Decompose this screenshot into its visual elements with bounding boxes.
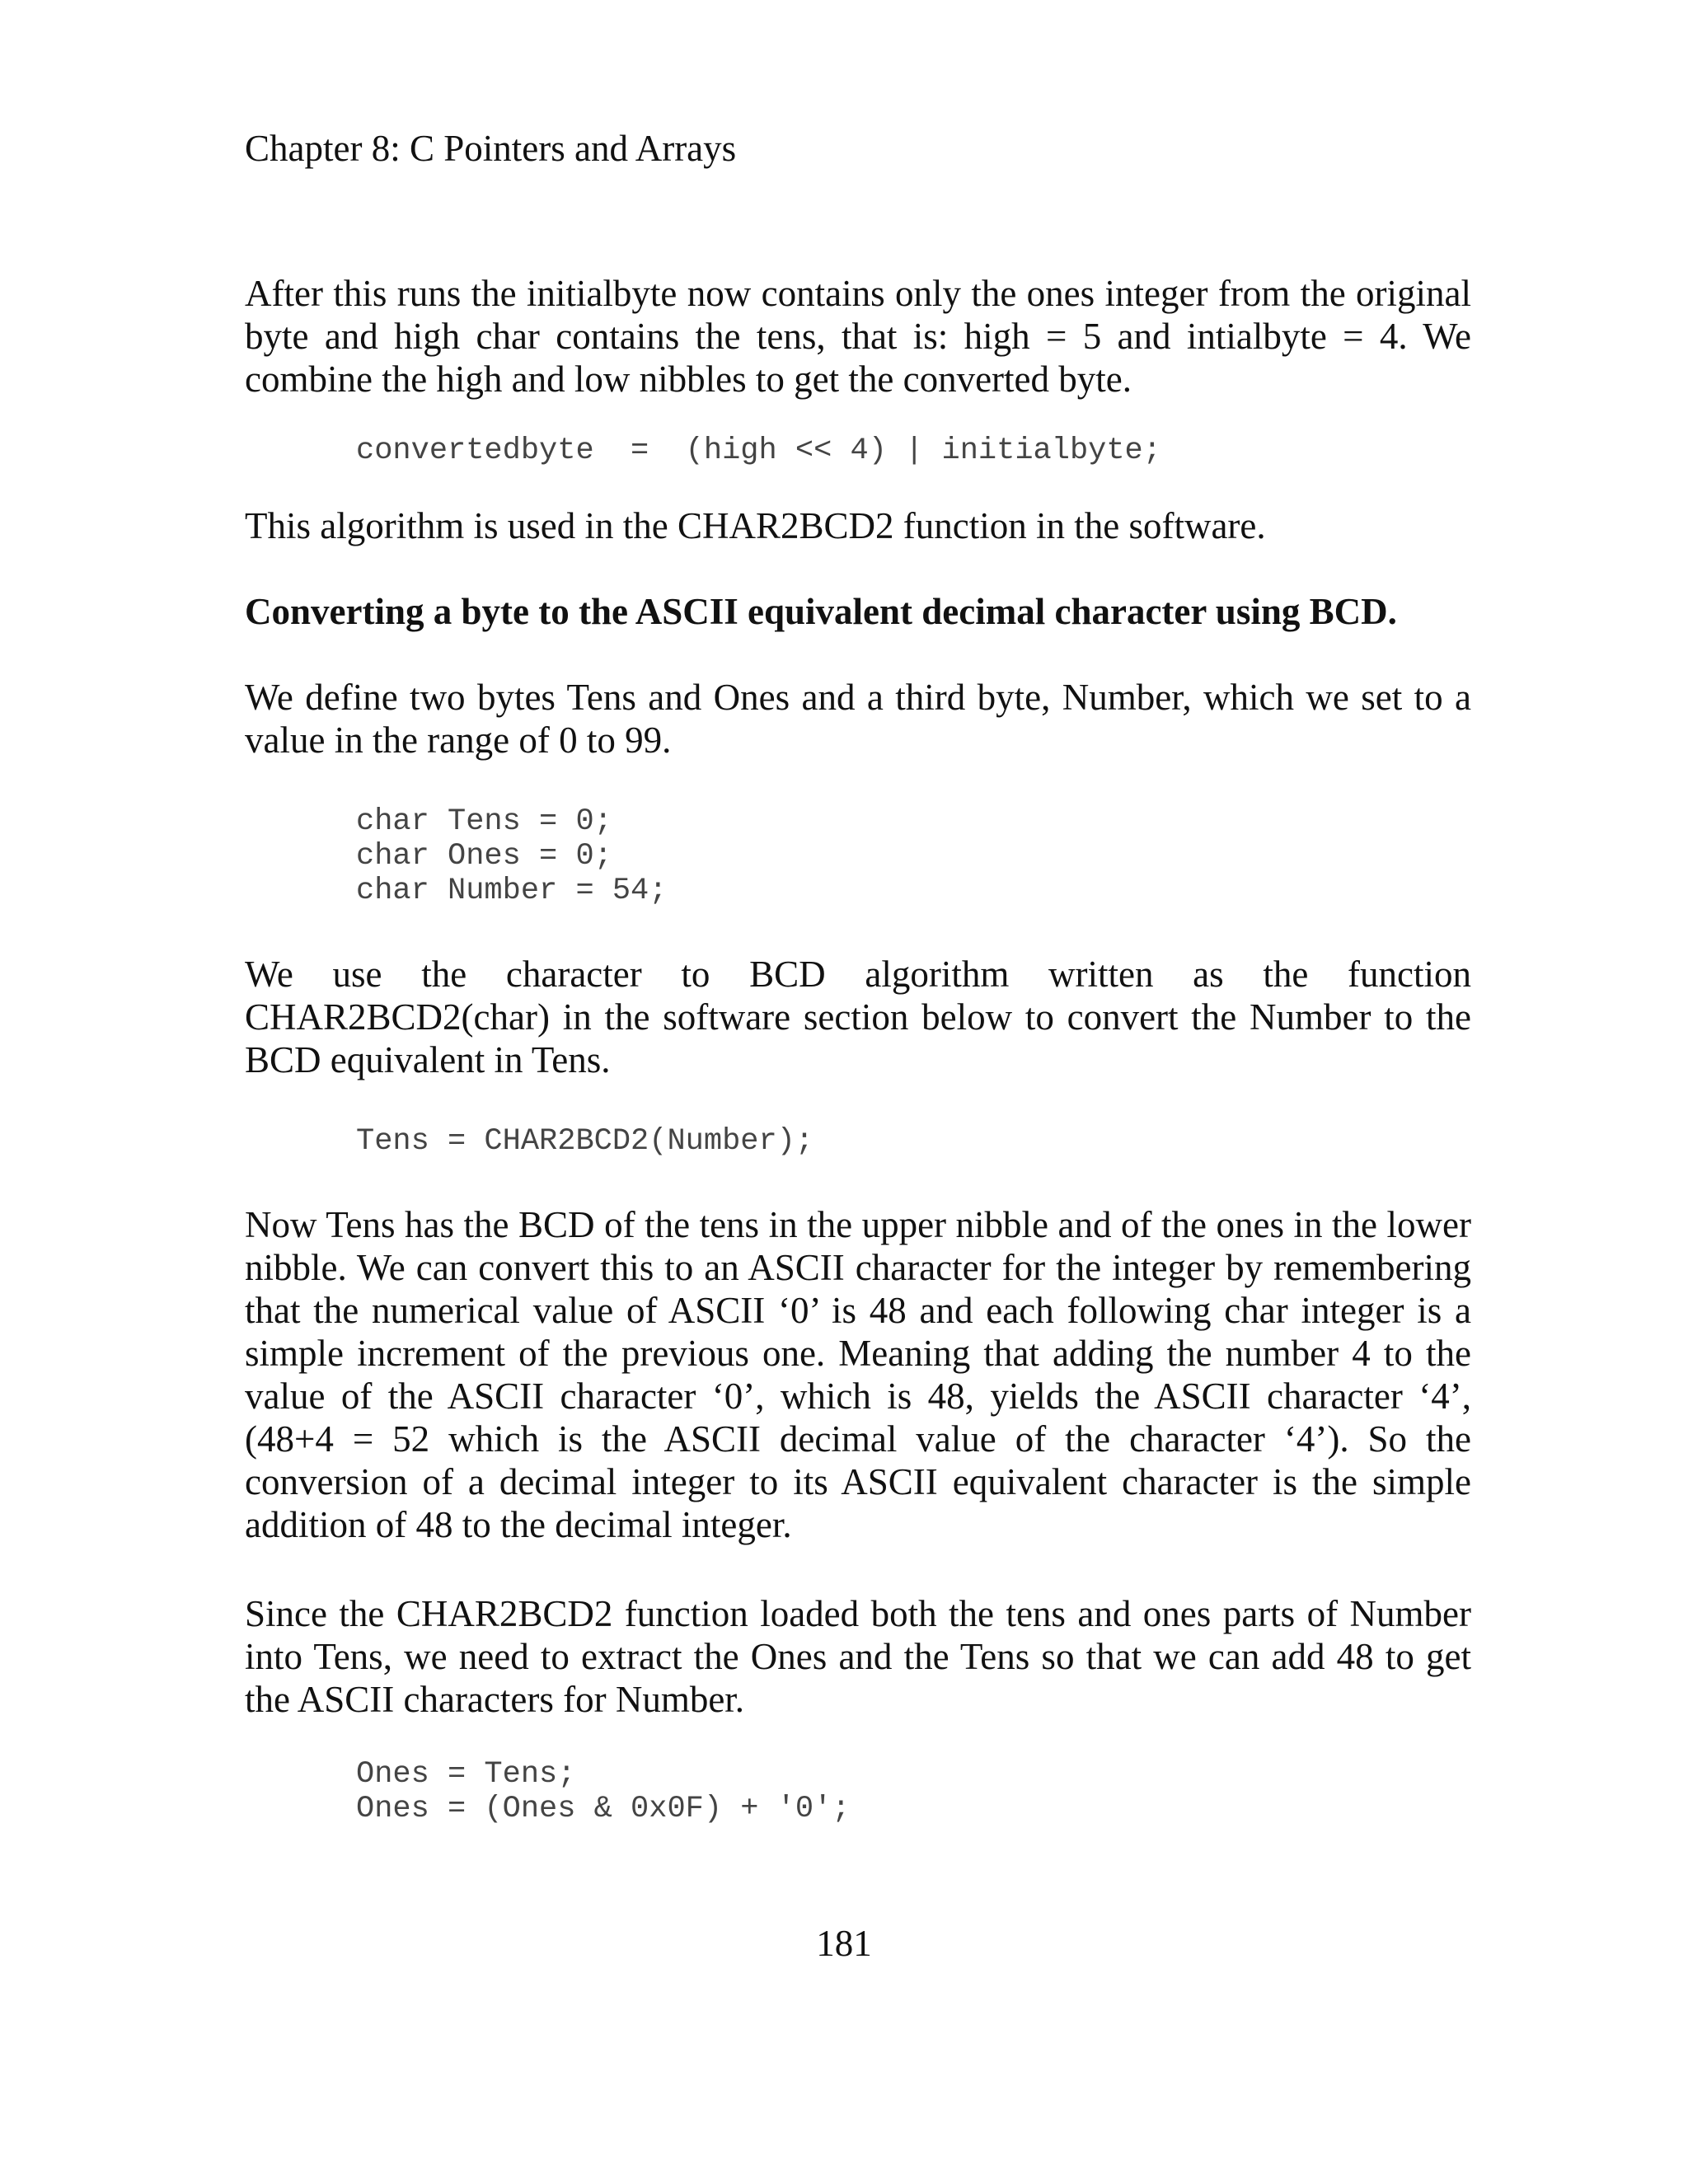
code-block-converted-byte	[356, 434, 1161, 468]
code-line: char Tens = 0;	[356, 804, 612, 839]
code-line: Ones = (Ones & 0x0F) + '0';	[356, 1792, 851, 1826]
code-block-ones-extraction	[356, 1757, 851, 1826]
code-line: char Ones = 0;	[356, 839, 612, 874]
code-line: Tens = CHAR2BCD2(Number);	[356, 1124, 814, 1159]
page-number: 181	[816, 1923, 872, 1964]
paragraph-define-bytes: We define two bytes Tens and Ones and a third byte, Number, which we set to a value in the range of 0 to 99.	[245, 677, 1471, 761]
paragraph-extract-ones-tens: Since the CHAR2BCD2 function loaded both the tens and ones parts of Number into Tens, we need to extract the Ones and the Tens so that we can add 48 to get the ASCII characters for Number.	[245, 1593, 1471, 1720]
paragraph-combine-nibbles: After this runs the initialbyte now contains only the ones integer from the original byte and high char contains the tens, that is: high = 5 and intialbyte = 4. We combine the high and low nibbles to get the converted byte.	[245, 273, 1471, 400]
chapter-header: Chapter 8: C Pointers and Arrays	[245, 128, 737, 169]
paragraph-algorithm-usage: This algorithm is used in the CHAR2BCD2 function in the software.	[245, 505, 1266, 546]
code-line: Ones = Tens;	[356, 1757, 576, 1792]
code-block-char2bcd2-call	[356, 1124, 814, 1159]
code-block-declarations	[356, 804, 667, 908]
paragraph-bcd-algorithm: We use the character to BCD algorithm written as the function CHAR2BCD2(char) in the software section below to convert the Number to the BCD equivalent in Tens.	[245, 954, 1471, 1080]
paragraph-ascii-conversion: Now Tens has the BCD of the tens in the upper nibble and of the ones in the lower nibble. We can convert this to an ASCII character for the integer by remembering that the numerical value of ASCII ‘0’ is 48 and each following char integer is a simple increment of the previous one. Meaning that adding the number 4 to the value of the ASCII character ‘0’, which is 48, yields the ASCII character ‘4’, (48+4 = 52 which is the ASCII decimal value of the character ‘4’). So the conversion of a decimal integer to its ASCII equivalent character is the simple addition of 48 to the decimal integer.	[245, 1204, 1471, 1545]
code-line: convertedbyte = (high << 4) | initialbyte;	[356, 434, 1161, 468]
section-heading: Converting a byte to the ASCII equivalent decimal character using BCD.	[245, 591, 1397, 632]
code-line: char Number = 54;	[356, 874, 668, 908]
